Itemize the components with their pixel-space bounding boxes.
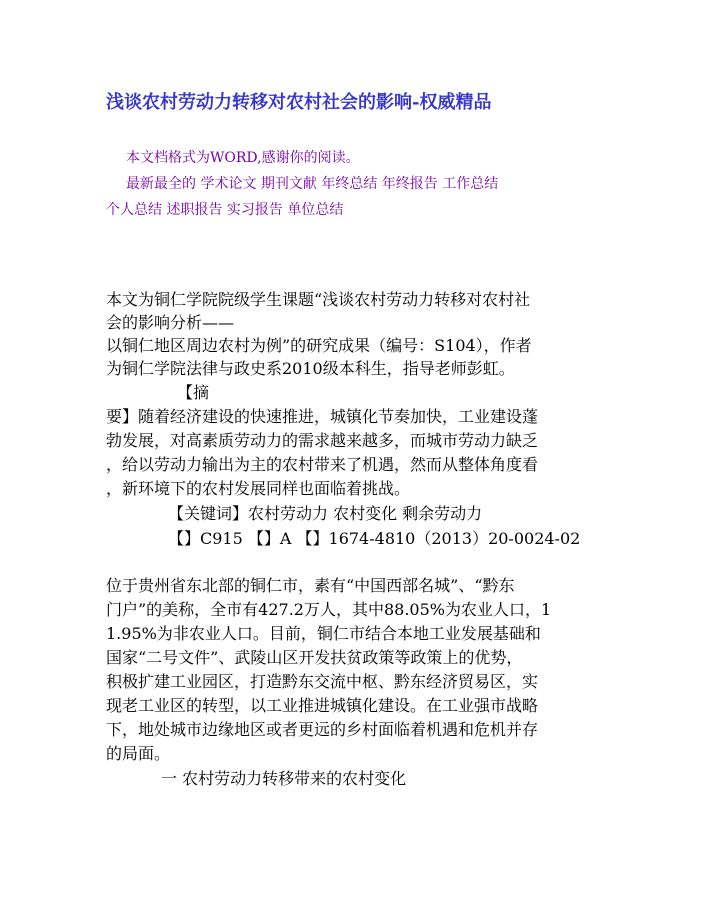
body-line: ，给以劳动力输出为主的农村带来了机遇，然而从整体角度看 xyxy=(106,455,539,474)
body-line: 以铜仁地区周边农村为例”的研究成果（编号：S104），作者 xyxy=(106,336,532,355)
body-line: 现老工业区的转型，以工业推进城镇化建设。在工业强市战略 xyxy=(106,696,539,715)
document-title: 浅谈农村劳动力转移对农村社会的影响-权威精品 xyxy=(106,92,492,113)
body-line: 勃发展，对高素质劳动力的需求越来越多，而城市劳动力缺乏 xyxy=(106,431,539,450)
body-line: 门户”的美称，全市有427.2万人，其中88.05%为农业人口，1 xyxy=(106,600,552,619)
body-line: ，新环境下的农村发展同样也面临着挑战。 xyxy=(106,479,411,498)
body-line: 下，地处城市边缘地区或者更远的乡村面临着机遇和危机并存 xyxy=(106,720,539,739)
classification-line: 【】C915 【】A 【】1674-4810（2013）20-0024-02 xyxy=(168,529,581,548)
promo-tags-line: 最新最全的 学术论文 期刊文献 年终总结 年终报告 工作总结 xyxy=(126,176,499,192)
promo-tags-line: 个人总结 述职报告 实习报告 单位总结 xyxy=(106,202,344,218)
promo-tags xyxy=(106,171,666,223)
body-line: 位于贵州省东北部的铜仁市，素有“中国西部名城”、“黔东 xyxy=(106,576,515,595)
keywords-line: 【关键词】农村劳动力 农村变化 剩余劳动力 xyxy=(168,504,483,523)
body-line: 本文为铜仁学院院级学生课题“浅谈农村劳动力转移对农村社 xyxy=(106,290,531,309)
promo-note: 本文档格式为WORD,感谢你的阅读。 xyxy=(126,150,360,166)
body-line: 国家“二号文件”、武陵山区开发扶贫政策等政策上的优势， xyxy=(106,648,523,667)
body-line: 要】随着经济建设的快速推进，城镇化节奏加快，工业建设蓬 xyxy=(106,407,539,426)
section-heading: 一 农村劳动力转移带来的农村变化 xyxy=(161,769,407,788)
abstract-label: 【摘 xyxy=(177,383,210,402)
body-line: 会的影响分析—— xyxy=(106,313,235,332)
body-line: 为铜仁学院法律与政史系2010级本科生，指导老师彭虹。 xyxy=(106,359,515,378)
body-line: 的局面。 xyxy=(106,744,171,763)
body-line: 1.95%为非农业人口。目前，铜仁市结合本地工业发展基础和 xyxy=(106,624,541,643)
body-line: 积极扩建工业园区，打造黔东交流中枢、黔东经济贸易区，实 xyxy=(106,672,539,691)
